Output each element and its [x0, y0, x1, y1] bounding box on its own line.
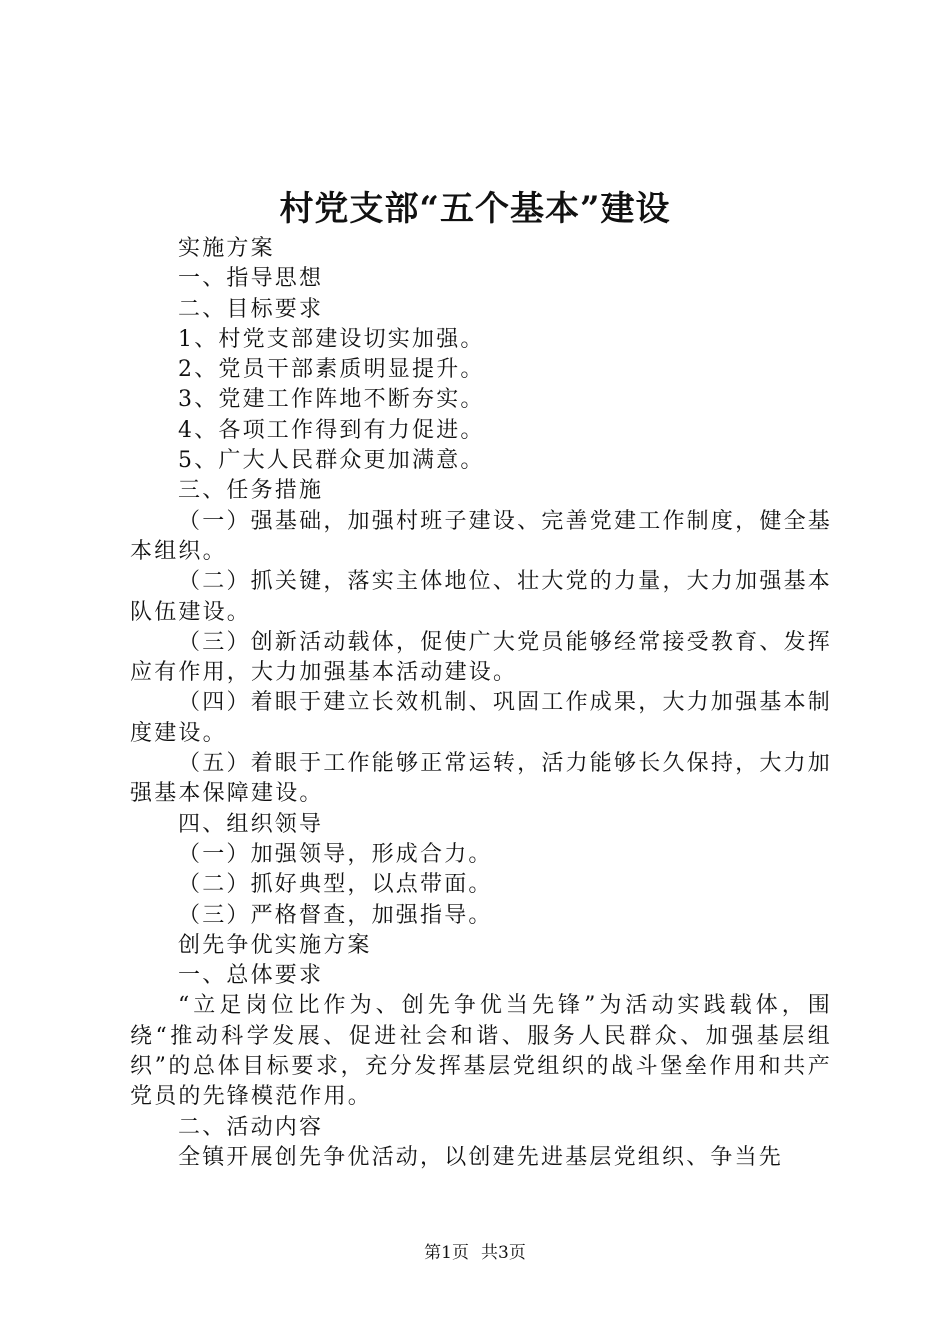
paragraph: 全镇开展创先争优活动，以创建先进基层党组织、争当先	[178, 1144, 784, 1170]
paragraph: （三）严格督查，加强指导。	[178, 902, 493, 928]
page-total: 共3页	[481, 1243, 526, 1263]
paragraph: （一）强基础，加强村班子建设、完善党建工作制度，健全基本组织。	[130, 508, 832, 564]
paragraph: 四、组织领导	[178, 811, 324, 837]
paragraph: （四）着眼于建立长效机制、巩固工作成果，大力加强基本制度建设。	[130, 690, 832, 746]
paragraph: （二）抓关键，落实主体地位、壮大党的力量，大力加强基本队伍建设。	[130, 569, 832, 625]
paragraph: “立足岗位比作为、创先争优当先锋”为活动实践载体，围绕“推动科学发展、促进社会和谐、服务人民群众、加强基层组织”的总体目标要求，充分发挥基层党组织的战斗堡垒作用和共产党员的先锋模范作用。	[130, 993, 832, 1110]
paragraph: 1、村党支部建设切实加强。	[178, 326, 485, 352]
paragraph: 三、任务措施	[178, 478, 324, 504]
paragraph: （三）创新活动载体，促使广大党员能够经常接受教育、发挥应有作用，大力加强基本活动建设。	[130, 629, 832, 686]
paragraph: 创先争优实施方案	[178, 932, 372, 958]
document-title: 村党支部“五个基本”建设	[279, 189, 671, 229]
paragraph: 5、广大人民群众更加满意。	[178, 448, 485, 474]
paragraph: 3、党建工作阵地不断夯实。	[178, 387, 485, 413]
paragraph: 实施方案	[178, 236, 275, 261]
paragraph: （一）加强领导，形成合力。	[178, 841, 493, 867]
paragraph: 4、各项工作得到有力促进。	[178, 417, 485, 443]
paragraph: 一、总体要求	[178, 963, 324, 989]
page-number: 第1页	[424, 1243, 469, 1263]
paragraph: 一、指导思想	[178, 266, 324, 292]
paragraph: 二、目标要求	[178, 296, 324, 322]
paragraph: （二）抓好典型，以点带面。	[178, 872, 493, 898]
paragraph: 2、党员干部素质明显提升。	[178, 357, 485, 383]
paragraph: （五）着眼于工作能够正常运转，活力能够长久保持，大力加强基本保障建设。	[130, 751, 832, 807]
paragraph: 二、活动内容	[178, 1114, 324, 1140]
document-body	[130, 234, 832, 1173]
page-footer	[0, 1241, 950, 1265]
